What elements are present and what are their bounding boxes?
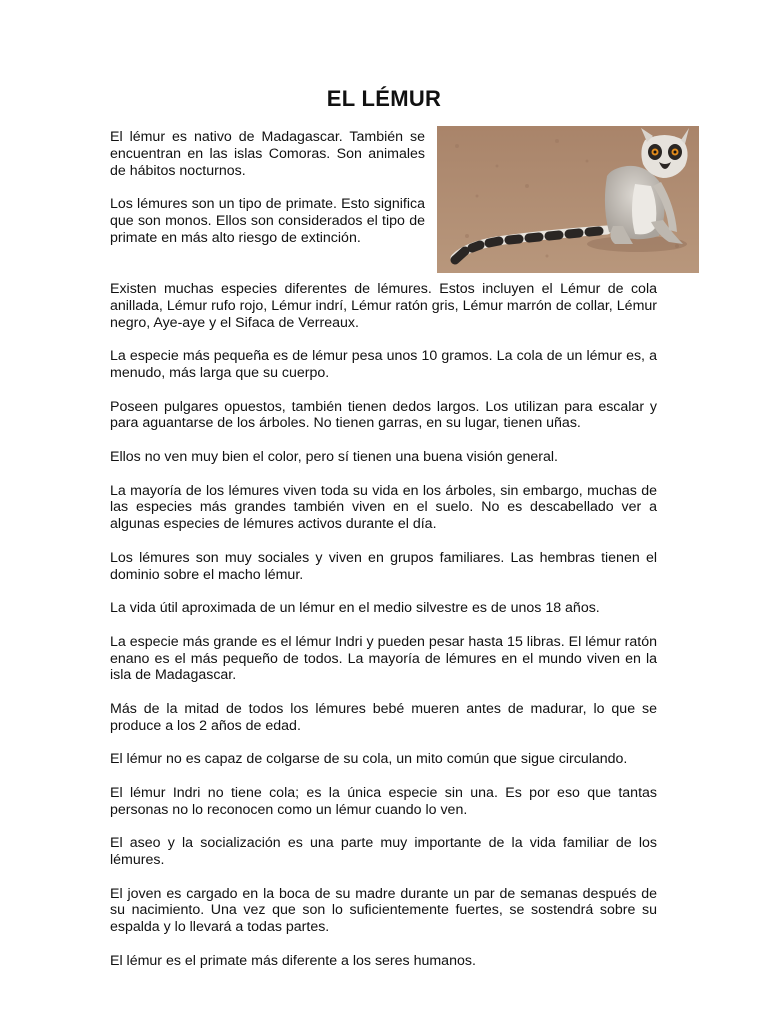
body-paragraph: Ellos no ven muy bien el color, pero sí tienen una buena visión general. <box>110 448 558 465</box>
body-paragraph: El lémur Indri no tiene cola; es la única especie sin una. Es por eso que tantas personas no lo reconocen como un lémur cuando lo ven. <box>110 784 657 818</box>
page-title: EL LÉMUR <box>326 86 442 111</box>
body-paragraph: La especie más grande es el lémur Indri y pueden pesar hasta 15 libras. El lémur ratón enano es el más pequeño de todos. La mayoría de lémures en el mundo viven en la isla de Madagascar. <box>110 633 657 684</box>
ring-tailed-lemur-icon <box>437 126 699 273</box>
body-paragraph: Más de la mitad de todos los lémures bebé mueren antes de madurar, lo que se produce a los 2 años de edad. <box>110 700 657 734</box>
body-paragraph: La vida útil aproximada de un lémur en el medio silvestre es de unos 18 años. <box>110 600 600 617</box>
body-paragraph: El joven es cargado en la boca de su madre durante un par de semanas después de su nacimiento. Una vez que son lo suficientemente fuertes, se sostendrá sobre su espalda y lo llevará a todas partes. <box>110 885 657 936</box>
intro-paragraph-1: El lémur es nativo de Madagascar. También se encuentran en las islas Comoras. Son animales de hábitos nocturnos. <box>110 129 425 179</box>
lemur-photo <box>437 126 699 273</box>
intro-paragraph-2: Los lémures son un tipo de primate. Esto significa que son monos. Ellos son considerados el tipo de primate en más alto riesgo de extinción. <box>110 196 425 246</box>
body-paragraph: La mayoría de los lémures viven toda su vida en los árboles, sin embargo, muchas de las especies más grandes también viven en el suelo. No es descabellado ver a algunas especies de lémures activos durante el día. <box>110 482 657 533</box>
body-column <box>110 281 657 986</box>
body-paragraph: El lémur no es capaz de colgarse de su cola, un mito común que sigue circulando. <box>110 751 628 768</box>
body-paragraph: El aseo y la socialización es una parte muy importante de la vida familiar de los lémures. <box>110 835 657 869</box>
intro-column <box>110 129 425 263</box>
body-paragraph: La especie más pequeña es de lémur pesa unos 10 gramos. La cola de un lémur es, a menudo, más larga que su cuerpo. <box>110 348 657 381</box>
body-paragraph: Existen muchas especies diferentes de lémures. Estos incluyen el Lémur de cola anillada, Lémur rufo rojo, Lémur indrí, Lémur ratón gris, Lémur marrón de collar, Lémur negro, Aye-aye y el Sifaca de Verreaux. <box>110 281 657 331</box>
body-paragraph: Los lémures son muy sociales y viven en grupos familiares. Las hembras tienen el dominio sobre el macho lémur. <box>110 549 657 583</box>
body-paragraph: El lémur es el primate más diferente a los seres humanos. <box>110 952 476 969</box>
body-paragraph: Poseen pulgares opuestos, también tienen dedos largos. Los utilizan para escalar y para aguantarse de los árboles. No tienen garras, en su lugar, tienen uñas. <box>110 398 657 432</box>
